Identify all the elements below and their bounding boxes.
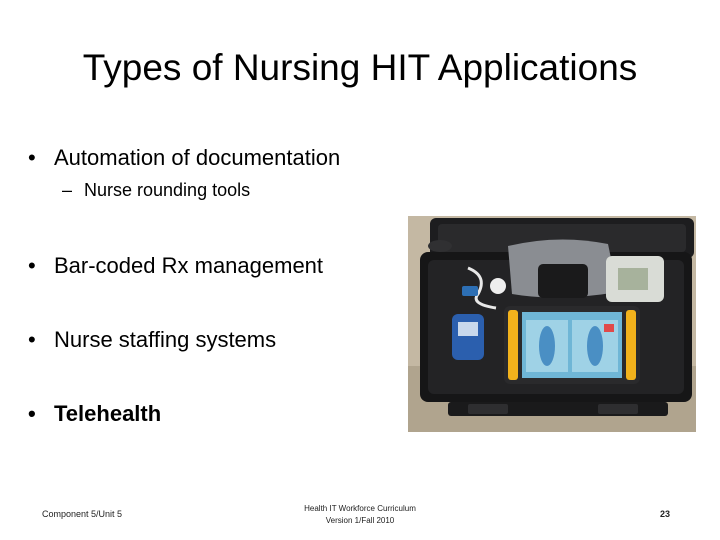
page-number: 23 [660,509,671,519]
bullet-text: Automation of documentation [54,145,341,170]
telehealth-kit-illustration [408,216,696,432]
bullet-text: Bar-coded Rx management [54,253,324,278]
sub-bullet-rounding [62,178,250,202]
bullet-telehealth [28,400,161,428]
bullet-barcoded [28,252,323,280]
footer-curriculum-line2: Version 1/Fall 2010 [325,516,395,525]
bullet-text: Telehealth [54,401,162,426]
footer-curriculum-line1: Health IT Workforce Curriculum [304,504,416,513]
bullet-text: Nurse staffing systems [54,327,277,352]
bullet-marker: • [28,253,36,278]
bullet-staffing [28,326,276,354]
telehealth-kit-photo [408,216,696,432]
bullet-marker: • [28,327,36,352]
slide-title: Types of Nursing HIT Applications [82,47,638,88]
sub-bullet-text: Nurse rounding tools [84,180,251,200]
bullet-automation [28,144,340,172]
bullet-marker: • [28,145,36,170]
footer-curriculum [260,503,460,527]
bullet-marker: • [28,401,36,426]
footer-component: Component 5/Unit 5 [42,509,123,519]
sub-bullet-marker: – [62,180,73,200]
